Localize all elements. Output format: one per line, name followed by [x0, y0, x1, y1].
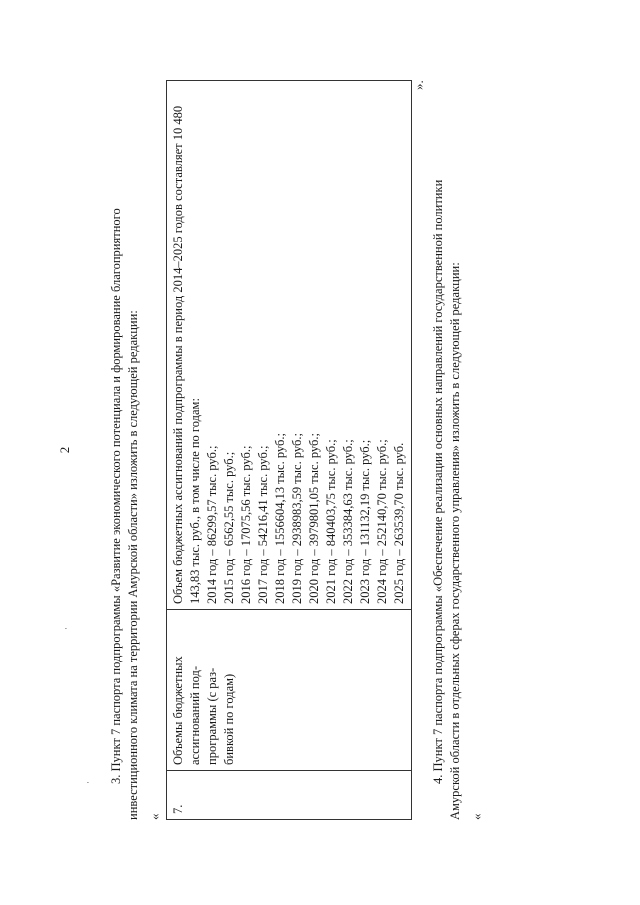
content-line: 2023 год – 131132,19 тыс. руб.; — [358, 439, 372, 604]
section-4-paragraph — [430, 80, 464, 820]
section-4-line-2: Амурской области в отдельных сферах государственного управления» изложить в следующей редакции: — [448, 262, 462, 820]
passport-table — [166, 80, 412, 820]
content-line: 2021 год – 840403,75 тыс. руб.; — [324, 439, 338, 604]
item-label-cell — [167, 610, 412, 771]
rotated-document-page — [18, 20, 618, 880]
section-4-line-1: 4. Пункт 7 паспорта подпрограммы «Обеспечение реализации основных направлений государственной политики — [431, 179, 445, 784]
section-3-paragraph — [108, 80, 142, 820]
section-3-line-2: инвестиционного климата на территории Амурской области» изложить в следующей редакции: — [126, 310, 140, 820]
label-line: ассигнований под- — [188, 666, 202, 765]
content-line: Объем бюджетных ассигнований подпрограммы в период 2014–2025 годов составляет 10 480 — [171, 105, 185, 604]
section-3-line-1: 3. Пункт 7 паспорта подпрограммы «Развитие экономического потенциала и формирование благоприятного — [109, 208, 123, 784]
scan-artifact: · — [83, 781, 93, 784]
content-line: 2017 год – 54216,41 тыс. руб.; — [256, 445, 270, 604]
content-line: 2015 год – 6562,55 тыс. руб.; — [222, 451, 236, 604]
content-line: 2019 год – 2938983,59 тыс. руб.; — [290, 433, 304, 604]
item-number-cell: 7. — [167, 771, 412, 820]
label-line: бивкой по годам) — [222, 673, 236, 765]
content-line: 2016 год – 17075,56 тыс. руб.; — [239, 445, 253, 604]
content-line: 2018 год – 1556604,13 тыс. руб.; — [273, 433, 287, 604]
content-line: 2022 год – 353384,63 тыс. руб.; — [341, 439, 355, 604]
scan-artifact: · — [61, 627, 71, 630]
table-row — [167, 81, 412, 820]
item-content-cell — [167, 81, 412, 610]
content-line: 2014 год – 86299,57 тыс. руб.; — [205, 445, 219, 604]
opening-quote: « — [147, 813, 162, 820]
page-number: 2 — [57, 446, 72, 454]
closing-quote: ». — [411, 80, 426, 90]
label-line: Объемы бюджетных — [171, 656, 185, 765]
content-line: 143,83 тыс. руб., в том числе по годам: — [188, 398, 202, 604]
opening-quote-section-4: « — [469, 813, 484, 820]
content-line: 2025 год – 263539,70 тыс. руб. — [392, 442, 406, 604]
content-line: 2024 год – 252140,70 тыс. руб.; — [375, 439, 389, 604]
label-line: программы (с раз- — [205, 667, 219, 765]
content-line: 2020 год – 3979801,05 тыс. руб.; — [307, 433, 321, 604]
